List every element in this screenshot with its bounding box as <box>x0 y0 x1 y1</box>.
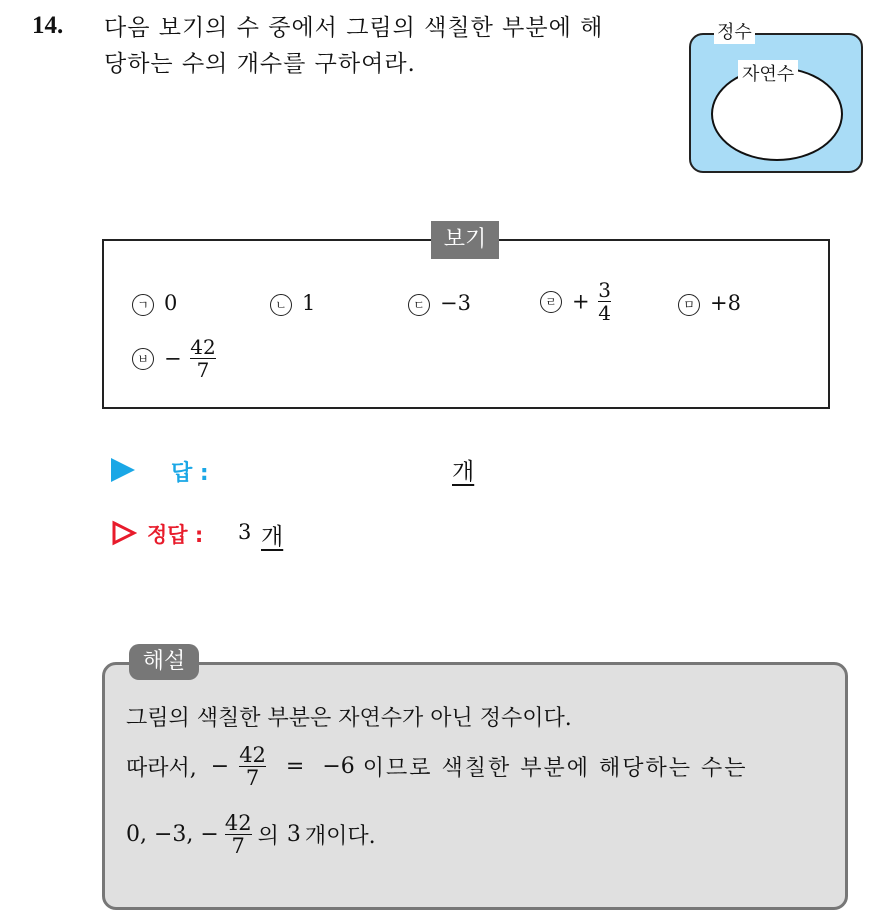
bogi-option-6 <box>132 336 218 381</box>
option-sign: + <box>572 289 590 314</box>
question-text <box>104 10 603 82</box>
explanation-line2-prefix: 따라서, <box>126 756 197 781</box>
option-marker: ㅂ <box>132 348 154 370</box>
equals-sign: = <box>285 754 305 779</box>
option-sign: − <box>164 346 182 371</box>
bogi-title: 보기 <box>431 221 499 259</box>
bogi-option-1 <box>132 291 177 316</box>
answer-arrow-icon <box>111 458 135 482</box>
bogi-option-5 <box>678 291 741 316</box>
fraction-denominator: 7 <box>231 834 245 858</box>
question-line-1: 다음 보기의 수 중에서 그림의 색칠한 부분에 해 <box>104 15 604 41</box>
fraction-numerator: 42 <box>190 335 216 359</box>
answer-unit: 개 <box>452 459 475 485</box>
explanation-line-3 <box>126 812 376 857</box>
explanation-title: 해설 <box>129 644 199 680</box>
explanation-line2-value: −6 <box>322 754 355 779</box>
option-value: −3 <box>440 291 471 315</box>
venn-integers-label: 정수 <box>714 18 755 44</box>
correct-value: 3 <box>238 520 252 544</box>
bogi-option-3 <box>408 291 471 316</box>
answer-label: 답 : <box>171 461 209 486</box>
venn-natural-numbers-label: 자연수 <box>738 60 798 86</box>
option-value: +8 <box>710 291 741 315</box>
question-line-2: 당하는 수의 개수를 구하여라. <box>104 51 416 77</box>
explanation-line-2 <box>126 744 748 789</box>
fraction <box>239 744 266 789</box>
correct-unit: 개 <box>261 524 284 550</box>
option-value: 1 <box>302 291 316 315</box>
explanation-line-1: 그림의 색칠한 부분은 자연수가 아닌 정수이다. <box>126 706 572 731</box>
explanation-line3-count: 3 <box>286 822 301 847</box>
option-marker: ㄹ <box>540 291 562 313</box>
bogi-option-2 <box>270 291 315 316</box>
question-number: 14. <box>32 12 64 39</box>
fraction <box>190 336 215 381</box>
option-marker: ㄱ <box>132 294 154 316</box>
explanation-line3-prefix: 0, −3, − <box>126 822 219 847</box>
option-value: 0 <box>164 291 178 315</box>
correct-label: 정답 : <box>147 523 204 547</box>
minus-sign: − <box>210 754 230 779</box>
fraction-numerator: 3 <box>598 278 612 302</box>
option-marker: ㅁ <box>678 294 700 316</box>
fraction <box>225 812 252 857</box>
bogi-option-4 <box>540 279 613 324</box>
option-marker: ㄷ <box>408 294 430 316</box>
explanation-line3-particle: 의 <box>257 824 279 849</box>
fraction-numerator: 42 <box>239 743 266 767</box>
explanation-line3-text: 개이다. <box>304 824 376 849</box>
correct-arrow-icon <box>111 520 137 546</box>
option-marker: ㄴ <box>270 294 292 316</box>
fraction <box>598 279 611 324</box>
bogi-box <box>102 239 830 409</box>
explanation-line2-text: 이므로 색칠한 부분에 해당하는 수는 <box>362 756 748 781</box>
fraction-denominator: 7 <box>245 766 260 790</box>
fraction-denominator: 7 <box>196 358 210 382</box>
fraction-numerator: 42 <box>224 811 252 835</box>
fraction-denominator: 4 <box>598 301 612 325</box>
